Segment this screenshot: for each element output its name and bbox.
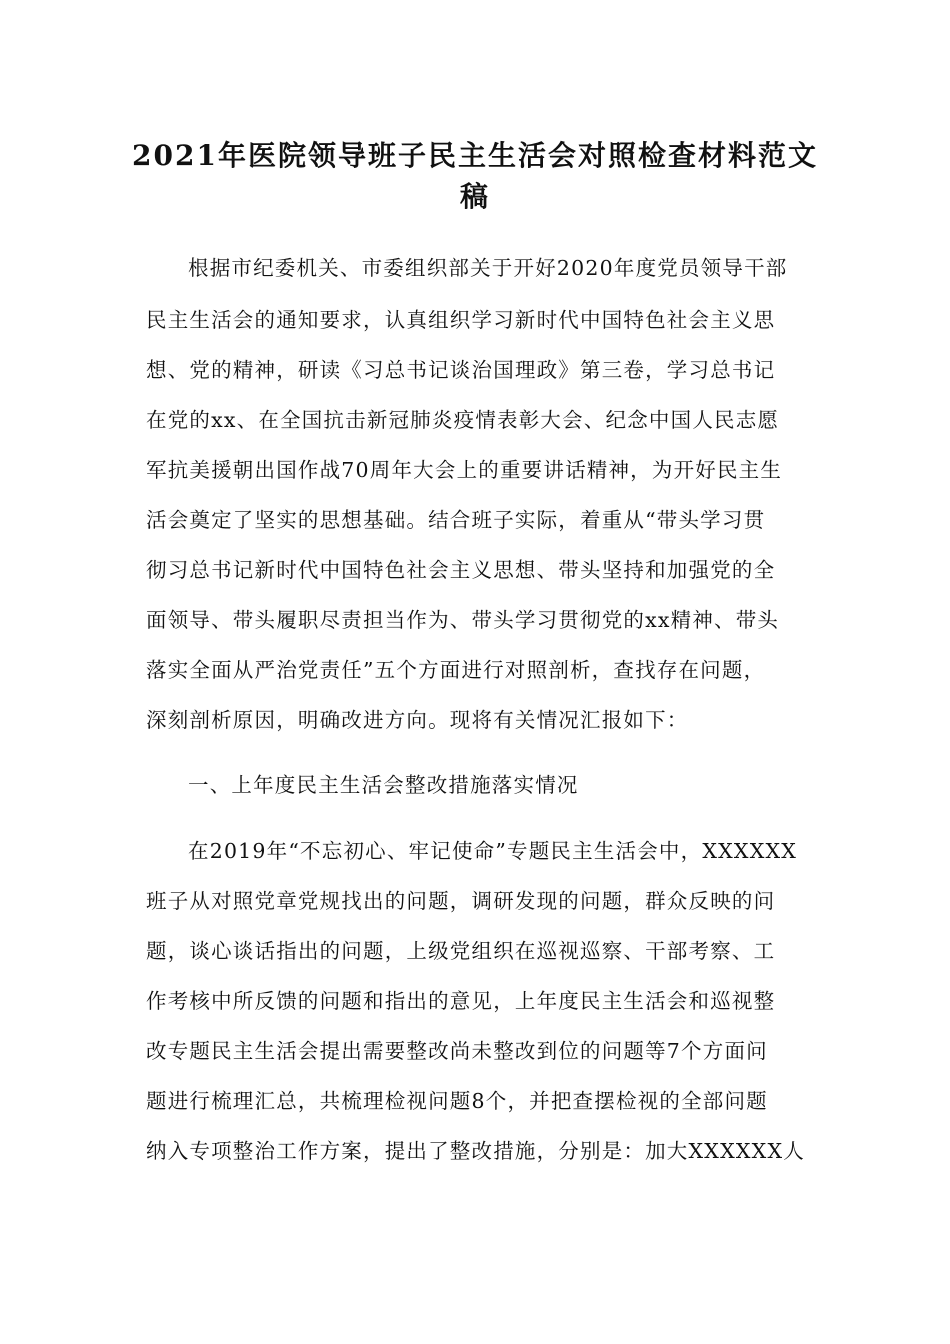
paragraph-line: 深刻剖析原因，明确改进方向。现将有关情况汇报如下： [146,708,689,732]
paragraph-line: 活会奠定了坚实的思想基础。结合班子实际，着重从“带头学习贯 [146,508,766,532]
paragraph-line: 作考核中所反馈的问题和指出的意见，上年度民主生活会和巡视整 [146,989,776,1013]
paragraph-line: 军抗美援朝出国作战70周年大会上的重要讲话精神，为开好民主生 [146,458,783,482]
paragraph-line: 在党的xx、在全国抗击新冠肺炎疫情表彰大会、纪念中国人民志愿 [146,408,780,432]
section-heading: 一、上年度民主生活会整改措施落实情况 [188,773,579,797]
paragraph-line: 班子从对照党章党规找出的问题，调研发现的问题，群众反映的问 [146,889,776,913]
paragraph-line: 彻习总书记新时代中国特色社会主义思想、带头坚持和加强党的全 [146,558,776,582]
paragraph-line: 落实全面从严治党责任”五个方面进行对照剖析，查找存在问题， [146,658,766,682]
paragraph-line: 面领导、带头履职尽责担当作为、带头学习贯彻党的xx精神、带头 [146,608,780,632]
document-title-line-1: 2021年医院领导班子民主生活会对照检查材料范文 [132,139,818,172]
paragraph-line: 根据市纪委机关、市委组织部关于开好2020年度党员领导干部 [188,256,788,280]
paragraph-line: 改专题民主生活会提出需要整改尚未整改到位的问题等7个方面问 [146,1039,768,1063]
paragraph-line: 在2019年“不忘初心、牢记使命”专题民主生活会中，XXXXXX [188,839,798,863]
document-title-line-2: 稿 [459,180,490,213]
paragraph-line: 想、党的精神，研读《习总书记谈治国理政》第三卷，学习总书记 [146,358,776,382]
paragraph-line: 题进行梳理汇总，共梳理检视问题8个，并把查摆检视的全部问题 [146,1089,768,1113]
paragraph-line: 民主生活会的通知要求，认真组织学习新时代中国特色社会主义思 [146,308,776,332]
paragraph-line: 题，谈心谈话指出的问题，上级党组织在巡视巡察、干部考察、工 [146,939,776,963]
paragraph-line: 纳入专项整治工作方案，提出了整改措施，分别是：加大XXXXXX人 [146,1139,805,1163]
